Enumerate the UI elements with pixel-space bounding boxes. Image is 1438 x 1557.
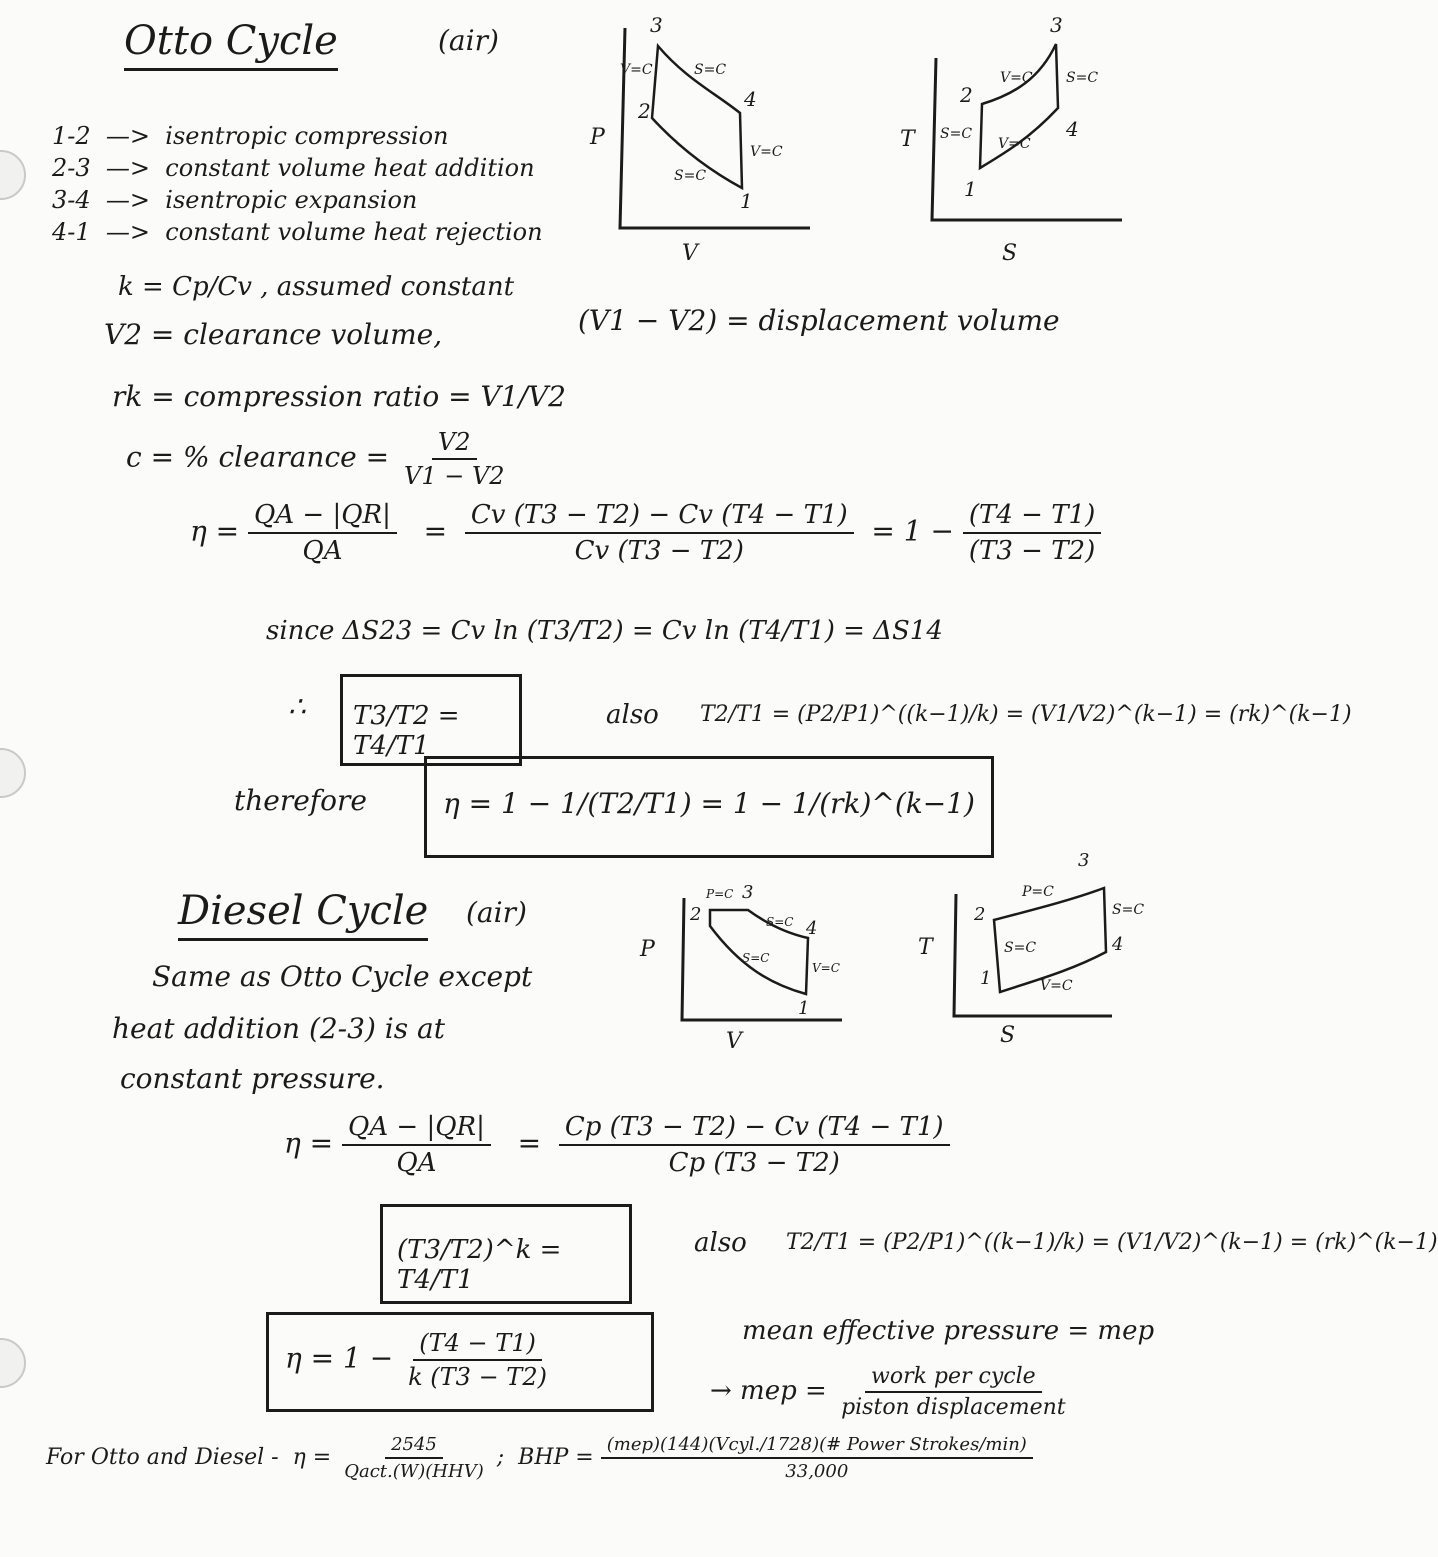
otto-pv-axis-p: P <box>590 125 605 150</box>
diesel-also-label: also <box>694 1228 747 1258</box>
otto-k-definition: k = Cp/Cv , assumed constant <box>118 272 515 302</box>
otto-ts-state-4: 4 <box>1066 117 1079 141</box>
otto-ts-state-1: 1 <box>964 177 977 201</box>
otto-efficiency-equation: η = $\frac{QA - |QR|}{QA}$ = $\frac{Cv (T3 - T2) - Cv (T4 - T1)}{Cv (T3 - T2)}$ = 1 − $\frac{(T4 - T1)}{(T3 - T2)}$ <box>190 500 1101 566</box>
diesel-ts-pc-23: P=C <box>1022 884 1054 900</box>
diesel-title: Diesel Cycle <box>178 888 428 941</box>
otto-displacement-definition: (V1 − V2) = displacement volume <box>578 304 1060 337</box>
otto-ts-vc-23: V=C <box>1000 70 1033 86</box>
diesel-pv-state-4: 4 <box>806 918 818 939</box>
otto-ts-diagram <box>890 8 1130 268</box>
otto-pv-vc-23: V=C <box>620 62 653 78</box>
otto-clearance-definition: c = % clearance = $\frac{V2}{V1 - V2}$ <box>126 428 511 490</box>
otto-pv-state-2: 2 <box>638 99 651 123</box>
otto-ts-sc-12: S=C <box>940 126 973 142</box>
otto-pv-sc-34: S=C <box>694 62 727 78</box>
otto-therefore-symbol: ∴ <box>288 690 306 723</box>
otto-pv-sc-12: S=C <box>674 168 707 184</box>
otto-also-label: also <box>606 700 659 730</box>
diesel-ts-axis-s: S <box>1000 1023 1016 1048</box>
otto-pv-state-4: 4 <box>744 87 757 111</box>
footer-formula-line: For Otto and Diesel - η = $\frac{2545}{\text{Qact.(W)(HHV)}}$ ; BHP = $\frac{\text{(mep)(144)(Vcyl./1728)(\# Power Strokes/min)}}{33,000}$ <box>46 1434 1033 1482</box>
otto-air-label: (air) <box>438 24 499 57</box>
otto-v2-definition: V2 = clearance volume, <box>104 318 443 351</box>
diesel-pv-state-3: 3 <box>742 882 754 903</box>
diesel-pv-vc-41: V=C <box>812 961 840 975</box>
otto-pv-diagram <box>590 8 820 268</box>
diesel-efficiency-equation: η = $\frac{QA - |QR|}{QA}$ = $\frac{Cp (T3 - T2) - Cv (T4 - T1)}{Cp (T3 - T2)}$ <box>284 1112 950 1178</box>
diesel-pv-state-1: 1 <box>798 998 810 1019</box>
diesel-air-label: (air) <box>466 896 527 929</box>
otto-temperature-ratio-box <box>340 674 522 766</box>
otto-process-1: 1-2 —> isentropic compression <box>52 122 449 150</box>
diesel-temperature-ratio: (T3/T2)^k = T4/T1 <box>397 1235 562 1295</box>
otto-pv-state-3: 3 <box>650 13 663 37</box>
diesel-pv-sc-34: S=C <box>766 915 794 929</box>
binder-hole-bottom <box>0 1338 26 1388</box>
otto-entropy-relation: since ΔS23 = Cv ln (T3/T2) = Cv ln (T4/T1) = ΔS14 <box>266 616 943 646</box>
otto-final-efficiency: η = 1 − 1/(T2/T1) = 1 − 1/(rk)^(k−1) <box>443 787 975 820</box>
diesel-ts-state-3: 3 <box>1078 850 1090 871</box>
diesel-ts-state-2: 2 <box>974 904 986 925</box>
diesel-ts-axis-t: T <box>918 935 933 960</box>
otto-ts-axis-s: S <box>1002 241 1018 266</box>
diesel-ts-sc-34: S=C <box>1112 902 1145 918</box>
diesel-temperature-ratio-box <box>380 1204 632 1304</box>
diesel-mep-equation: → mep = $\frac{\text{work per cycle}}{\text{piston displacement}}$ <box>710 1364 1066 1420</box>
otto-title: Otto Cycle <box>124 18 338 71</box>
otto-pv-vc-41: V=C <box>750 144 783 160</box>
diesel-pv-axis-v: V <box>726 1029 742 1054</box>
binder-hole-middle <box>0 748 26 798</box>
diesel-pv-axis-p: P <box>640 937 655 962</box>
otto-pv-axis-v: V <box>682 241 698 266</box>
diesel-efficiency-box <box>266 1312 654 1412</box>
diesel-description-line3: constant pressure. <box>120 1062 385 1095</box>
otto-efficiency-box <box>424 756 994 858</box>
otto-ts-vc-41: V=C <box>998 136 1031 152</box>
otto-pv-state-1: 1 <box>740 189 753 213</box>
diesel-final-efficiency: η = 1 − $\frac{(T4 - T1)}{k (T3 - T2)}$ <box>285 1329 547 1391</box>
diesel-pv-pc-23: P=C <box>706 887 734 901</box>
diesel-ts-diagram <box>912 848 1162 1048</box>
otto-ts-state-2: 2 <box>960 83 973 107</box>
otto-therefore-label: therefore <box>234 784 367 817</box>
otto-also-equation: T2/T1 = (P2/P1)^((k−1)/k) = (V1/V2)^(k−1) = (rk)^(k−1) <box>700 702 1352 727</box>
otto-process-2: 2-3 —> constant volume heat addition <box>52 154 535 182</box>
otto-rk-definition: rk = compression ratio = V1/V2 <box>112 380 566 413</box>
otto-temperature-ratio: T3/T2 = T4/T1 <box>353 701 460 761</box>
otto-ts-sc-34: S=C <box>1066 70 1099 86</box>
diesel-also-equation: T2/T1 = (P2/P1)^((k−1)/k) = (V1/V2)^(k−1) = (rk)^(k−1) <box>786 1230 1438 1255</box>
otto-ts-axis-t: T <box>900 127 915 152</box>
diesel-description-line1: Same as Otto Cycle except <box>152 960 533 993</box>
otto-clearance-fraction: $\frac{V2}{V1 - V2}$ <box>403 428 505 490</box>
diesel-ts-state-1: 1 <box>980 968 992 989</box>
otto-process-3: 3-4 —> isentropic expansion <box>52 186 418 214</box>
diesel-description-line2: heat addition (2-3) is at <box>112 1012 445 1045</box>
diesel-pv-state-2: 2 <box>690 904 702 925</box>
otto-process-list <box>52 120 543 248</box>
otto-ts-state-3: 3 <box>1050 13 1063 37</box>
diesel-pv-sc-12: S=C <box>742 951 770 965</box>
diesel-mep-definition: mean effective pressure = mep <box>742 1316 1155 1346</box>
diesel-pv-diagram <box>630 876 860 1056</box>
diesel-ts-vc-41: V=C <box>1040 978 1073 994</box>
diesel-ts-sc-12: S=C <box>1004 940 1037 956</box>
binder-hole-top <box>0 150 26 200</box>
diesel-ts-state-4: 4 <box>1112 934 1124 955</box>
otto-process-4: 4-1 —> constant volume heat rejection <box>52 218 543 246</box>
